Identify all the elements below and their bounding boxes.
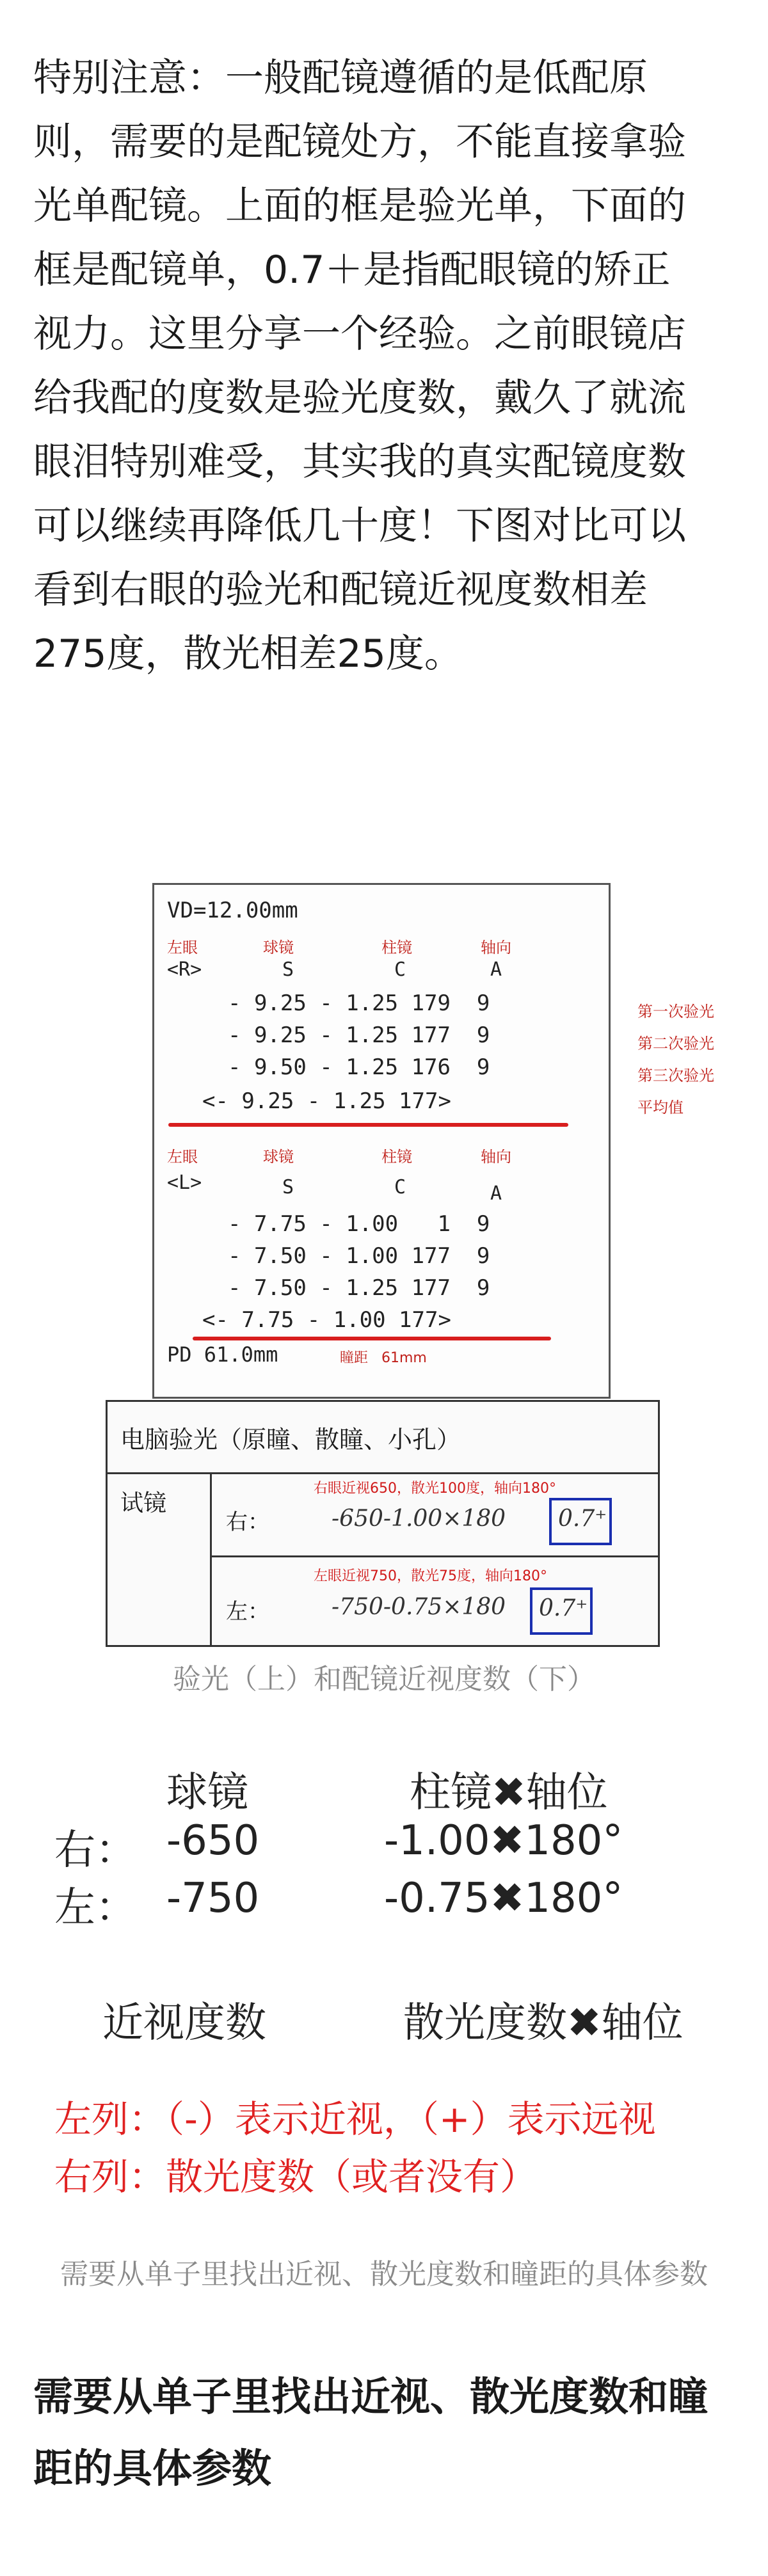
- intro-line: 可以继续再降低几十度！下图对比可以: [33, 504, 686, 548]
- slip-col-cyl: 柱镜: [381, 939, 412, 957]
- slip-row-l2: - 7.50 - 1.00 177 9: [228, 1243, 490, 1269]
- form-right-acuity: 0.7⁺: [558, 1506, 607, 1532]
- expl-right-label: 右：: [54, 1827, 136, 1874]
- slip-red-underline: [168, 1123, 568, 1127]
- form-left-acuity-box: [530, 1587, 593, 1635]
- intro-line: 给我配的度数是验光度数，戴久了就流: [33, 376, 686, 420]
- expl-foot-left: 近视度数: [102, 2000, 266, 2047]
- slip-col-axis: 轴向: [481, 1148, 511, 1166]
- slip-letter-s: S: [282, 958, 294, 981]
- slip-col-sphere: 球镜: [263, 1148, 294, 1166]
- slip-pd-label-text: 瞳距: [340, 1350, 369, 1366]
- slip-col-axis: 轴向: [481, 939, 511, 957]
- slip-col-sphere: 球镜: [263, 939, 294, 957]
- section-heading: [33, 2361, 737, 2504]
- slip-row-r3: - 9.50 - 1.25 176 9: [228, 1054, 490, 1080]
- slip-pd-label: [340, 1347, 427, 1367]
- intro-paragraph: [33, 46, 737, 686]
- expl-left-label: 左：: [54, 1884, 136, 1932]
- slip-eye-label: 左眼: [167, 939, 198, 957]
- heading-line: 距的具体参数: [33, 2445, 272, 2492]
- expl-head-sphere: 球镜: [166, 1769, 248, 1817]
- intro-line: 则，需要的是配镜处方，不能直接拿验: [33, 120, 686, 164]
- slip-row-r1: - 9.25 - 1.25 179 9: [228, 990, 490, 1016]
- slip-eye-label: 左眼: [167, 1148, 198, 1166]
- slip-header: VD=12.00mm: [167, 898, 298, 923]
- slip-red-underline: [193, 1337, 551, 1340]
- intro-line: 光单配镜。上面的框是验光单，下面的: [33, 184, 686, 228]
- slip-letter-s: S: [282, 1176, 294, 1198]
- form-right-label: 右：: [226, 1509, 269, 1535]
- slip-letter-c: C: [394, 1176, 406, 1198]
- form-left-note: 左眼近视750，散光75度，轴向180°: [314, 1568, 547, 1584]
- form-left-column: [108, 1472, 212, 1645]
- slip-note-3: 第三次验光: [637, 1067, 714, 1085]
- slip-row-l3: - 7.50 - 1.25 177 9: [228, 1275, 490, 1301]
- refraction-slip-image: [152, 883, 714, 1399]
- slip-pd-value: 61mm: [381, 1350, 427, 1366]
- slip-note-1: 第一次验光: [637, 1003, 714, 1021]
- slip-note-avg: 平均值: [637, 1099, 684, 1117]
- expl-right-sphere: -650: [166, 1817, 260, 1864]
- intro-line: 眼泪特别难受，其实我的真实配镜度数: [33, 440, 686, 484]
- form-left-label: 左：: [226, 1599, 269, 1625]
- prescription-form-image: [106, 1400, 660, 1647]
- slip-letter-a: A: [490, 1182, 502, 1205]
- expl-head-cyl: 柱镜✖轴位: [410, 1769, 608, 1817]
- slip-eye-code: <L>: [167, 1172, 202, 1194]
- form-right-handwriting: -650-1.00×180: [332, 1506, 506, 1532]
- expl-red-line-2: 右列：散光度数（或者没有）: [54, 2155, 538, 2198]
- form-left-handwriting: -750-0.75×180: [332, 1594, 506, 1620]
- slip-eye-code: <R>: [167, 958, 202, 981]
- intro-line: 275度，散光相差25度。: [33, 632, 463, 676]
- expl-right-cyl: -1.00✖180°: [384, 1817, 623, 1864]
- intro-line: 特别注意：一般配镜遵循的是低配原: [33, 56, 648, 100]
- form-title-row: [108, 1402, 658, 1474]
- slip-row-r-avg: <- 9.25 - 1.25 177>: [202, 1088, 451, 1114]
- form-right-note: 右眼近视650，散光100度，轴向180°: [314, 1481, 556, 1497]
- slip-note-2: 第二次验光: [637, 1035, 714, 1053]
- expl-red-line-1: 左列：（-）表示近视，（+）表示远视: [54, 2097, 656, 2141]
- slip-pd: PD 61.0mm: [167, 1342, 278, 1367]
- slip-letter-c: C: [394, 958, 406, 981]
- slip-row-l-avg: <- 7.75 - 1.00 177>: [202, 1307, 451, 1333]
- slip-row-l1: - 7.75 - 1.00 1 9: [228, 1211, 490, 1237]
- image-caption: 验光（上）和配镜近视度数（下）: [173, 1663, 595, 1696]
- slip-letter-a: A: [490, 958, 502, 981]
- form-divider: [210, 1555, 658, 1557]
- form-right-acuity-box: [549, 1498, 612, 1545]
- intro-line: 视力。这里分享一个经验。之前眼镜店: [33, 312, 686, 356]
- slip-row-r2: - 9.25 - 1.25 177 9: [228, 1022, 490, 1048]
- heading-line: 需要从单子里找出近视、散光度数和瞳: [33, 2373, 708, 2420]
- form-left-acuity: 0.7⁺: [539, 1595, 588, 1621]
- intro-line: 看到右眼的验光和配镜近视度数相差: [33, 568, 648, 612]
- expl-left-cyl: -0.75✖180°: [384, 1875, 623, 1922]
- intro-line: 框是配镜单，0.7＋是指配眼镜的矫正: [33, 248, 671, 292]
- form-trial-label: 试镜: [120, 1490, 167, 1516]
- image-caption: 需要从单子里找出近视、散光度数和瞳距的具体参数: [60, 2258, 708, 2291]
- explanation-image: [26, 1728, 742, 2239]
- expl-left-sphere: -750: [166, 1875, 260, 1922]
- form-title: 电脑验光（原瞳、散瞳、小孔）: [120, 1426, 461, 1454]
- slip-col-cyl: 柱镜: [381, 1148, 412, 1166]
- expl-foot-right: 散光度数✖轴位: [403, 2000, 684, 2047]
